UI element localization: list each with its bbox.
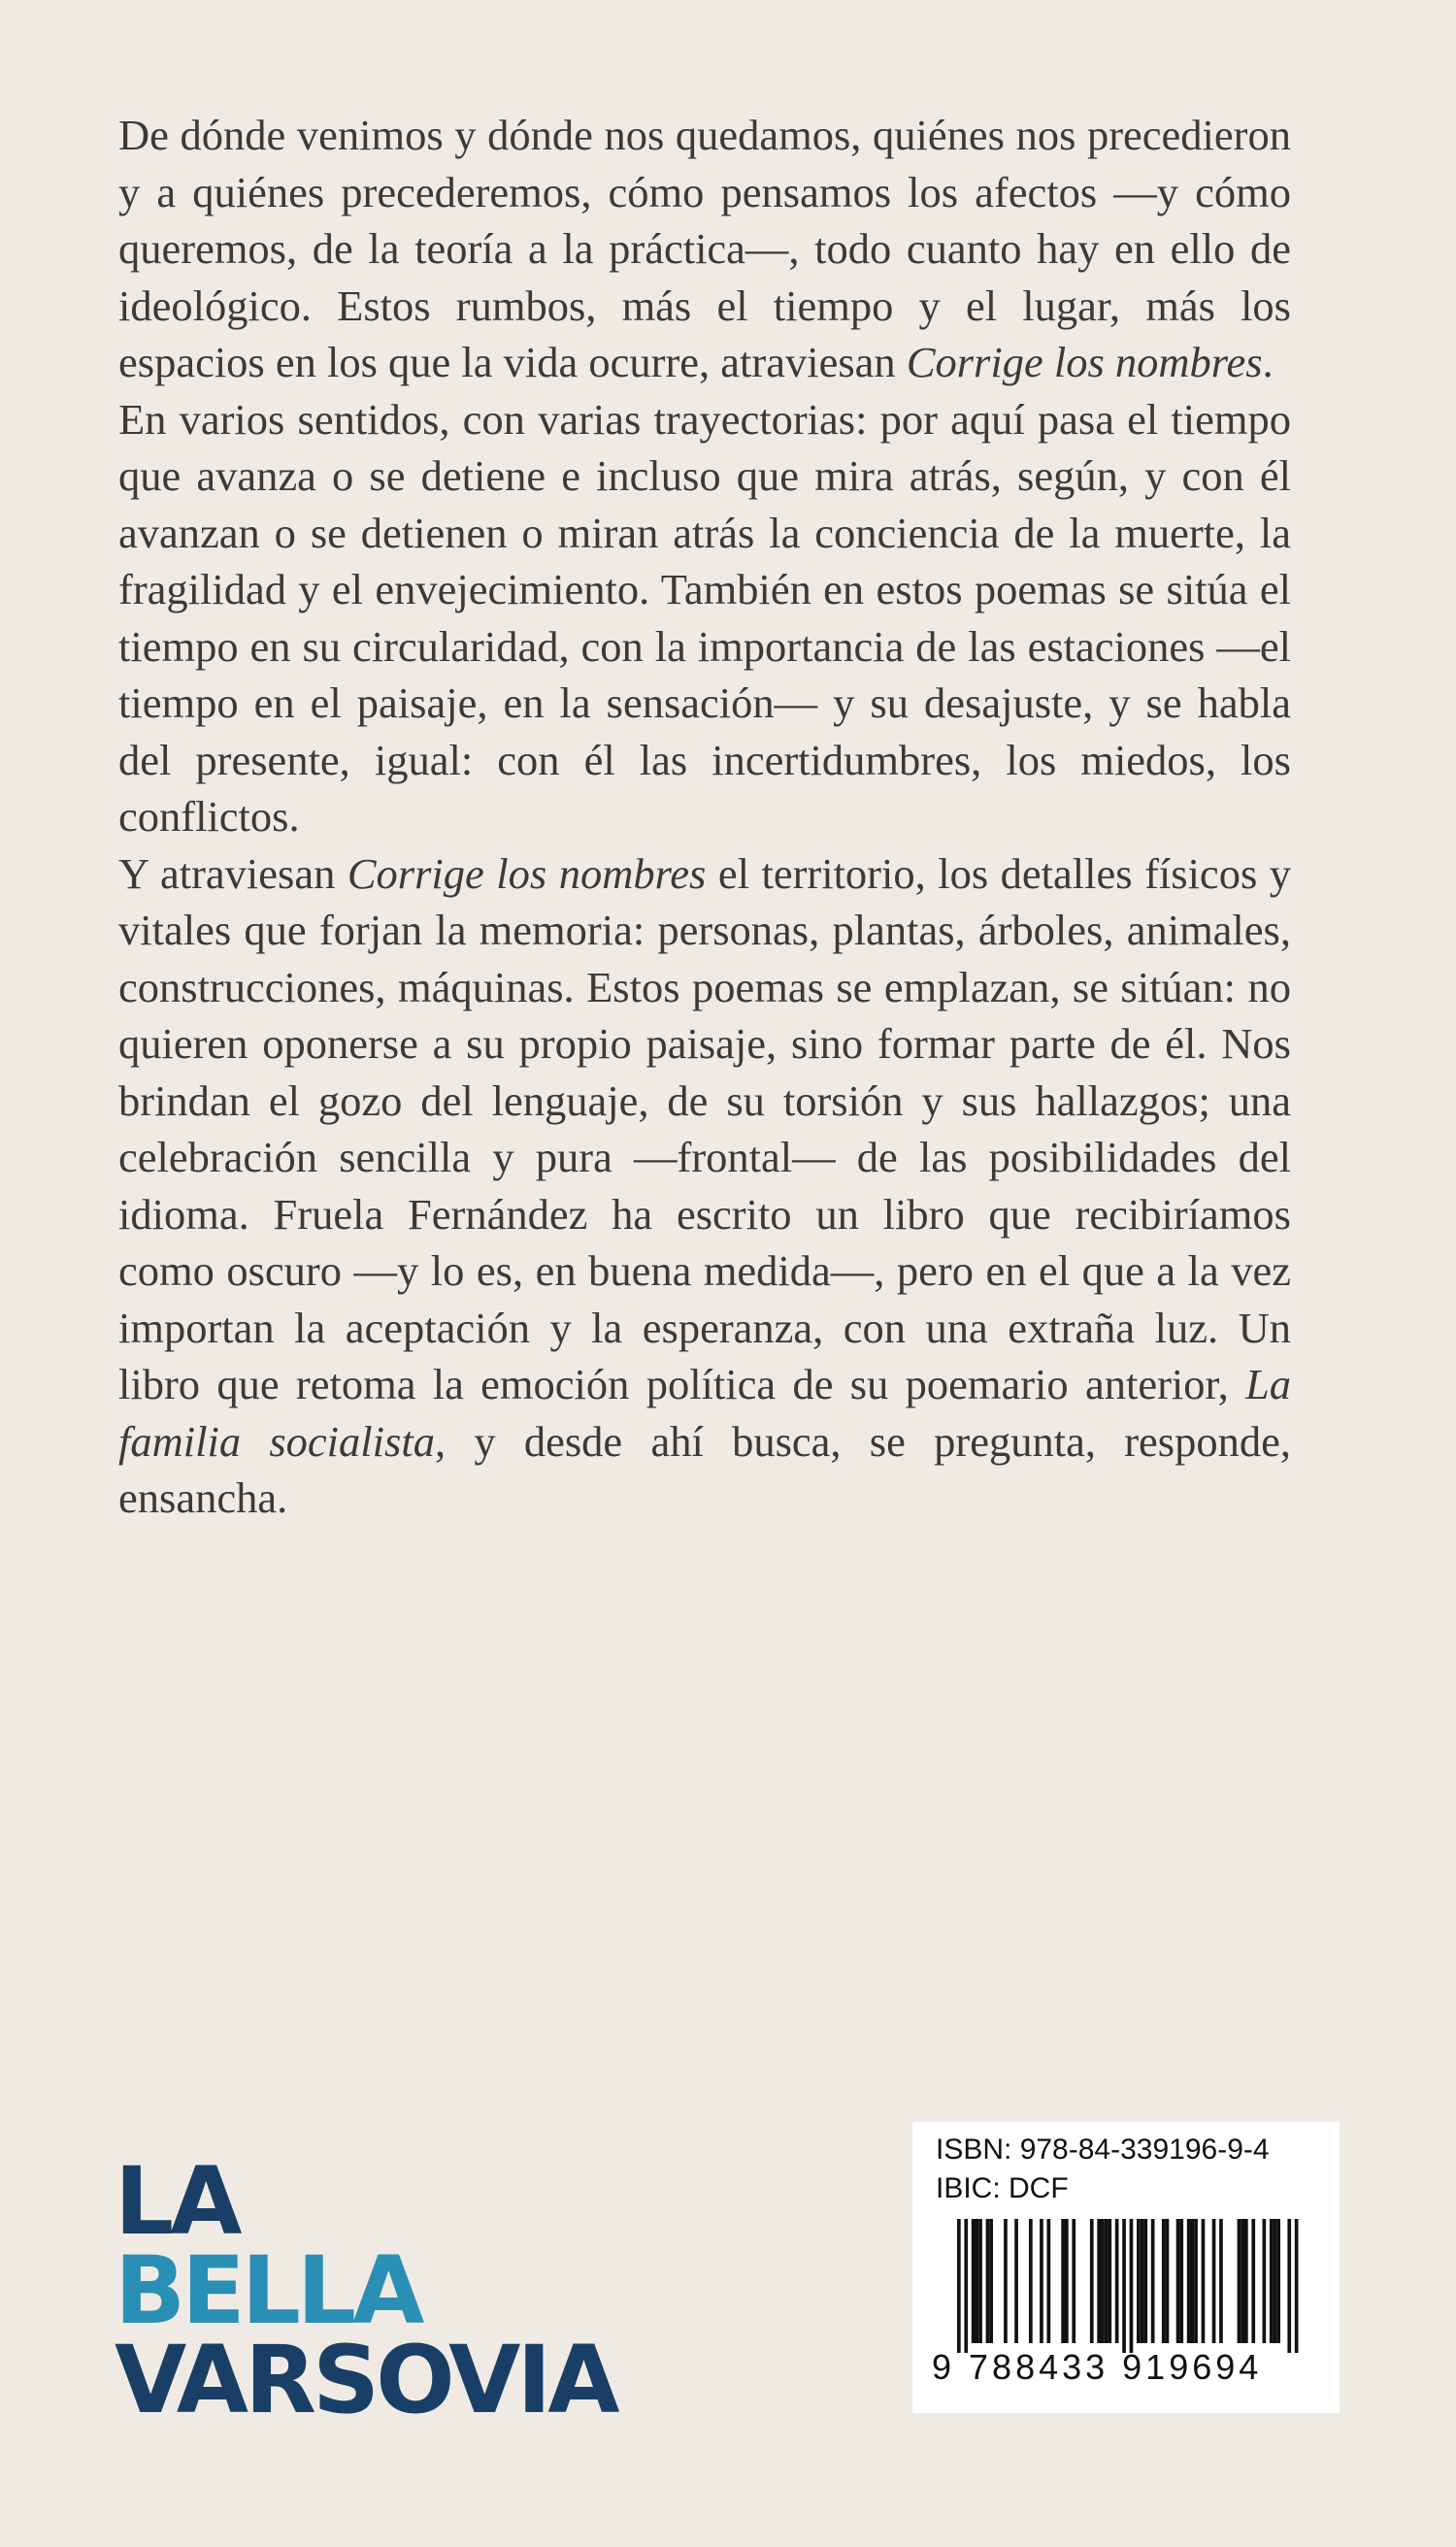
barcode-bar — [1179, 2219, 1183, 2343]
barcode-guard-bar — [957, 2219, 961, 2353]
barcode-bar — [976, 2219, 979, 2343]
blurb-text: De dónde venimos y dónde nos quedamos, quiénes nos precedieron y a quiénes precederemos, cómo pensamos los afectos —y cómo queremos, de la teoría a la práctica—, todo cuanto hay en ello de ideológico. Estos rumbos, más el tiempo y el lugar, más los espacios en los que la vida ocurre, atraviesan — [118, 111, 1291, 386]
publisher-logo-line-1: LA — [115, 2147, 239, 2256]
barcode-bar — [986, 2219, 990, 2343]
book-title-italic: Corrige los nombres — [347, 848, 707, 898]
publisher-logo — [115, 2147, 736, 2434]
barcode-bar — [1191, 2219, 1195, 2343]
ibic-label: IBIC: DCF — [936, 2172, 1069, 2204]
barcode-guard-bar — [1130, 2219, 1134, 2353]
barcode-guard-bar — [1295, 2219, 1299, 2353]
barcode-guard-bar — [1287, 2219, 1291, 2353]
barcode-bar — [1276, 2219, 1280, 2343]
barcode-bar — [1065, 2219, 1069, 2343]
book-title-italic: Corrige los nombres — [906, 338, 1263, 386]
publisher-logo-line-2: BELLA — [115, 2236, 421, 2345]
barcode-bar — [1238, 2219, 1241, 2343]
barcode-bar — [1194, 2219, 1198, 2343]
blurb-paragraph-1 — [118, 107, 1291, 391]
barcode-bar — [989, 2219, 993, 2343]
blurb-paragraph-3 — [118, 845, 1291, 1527]
barcode-bar — [1004, 2219, 1008, 2343]
barcode-bar — [1115, 2219, 1119, 2343]
barcode-bar — [1072, 2219, 1075, 2343]
barcode-panel — [912, 2122, 1340, 2413]
barcode-bar — [1141, 2219, 1144, 2343]
barcode-bar — [1108, 2219, 1111, 2343]
blurb-paragraph-2 — [118, 391, 1291, 845]
barcode-bar — [1101, 2219, 1105, 2343]
barcode-bar — [1105, 2219, 1109, 2343]
barcode-digits: 9 788433 919694 — [932, 2347, 1263, 2387]
barcode-guard-bar — [964, 2219, 968, 2353]
blurb-text: el territorio, los detalles físicos y vitales que forjan la memoria: personas, plantas, árboles, animales, construcciones, máquinas. Estos poemas se emplazan, se sitúan: no quieren oponerse a su propio paisaje, sino formar parte de él. Nos brindan el gozo del lenguaje, de su torsión y sus hallazgos; una celebración sencilla y pura —frontal— de las posibilidades del idioma. Fruela Fernández ha escrito un libro que recibiríamos como oscuro —y lo es, en buena medida—, pero en el que a la vez importan la aceptación y la esperanza, con una extraña luz. Un libro que retoma la emoción política de su poemario anterior, — [118, 848, 1292, 1408]
barcode-bar — [1090, 2219, 1094, 2343]
barcode-bar — [1176, 2219, 1180, 2343]
barcode-bar — [1014, 2219, 1018, 2343]
barcode-bar — [1137, 2219, 1141, 2343]
barcode-bar — [1263, 2219, 1267, 2343]
barcode-bar — [1151, 2219, 1155, 2343]
barcode-bar — [1162, 2219, 1166, 2343]
back-cover-blurb — [118, 107, 1291, 1527]
barcode-bar — [978, 2219, 982, 2343]
isbn-label: ISBN: 978-84-339196-9-4 — [936, 2134, 1270, 2166]
barcode-bar — [1202, 2219, 1206, 2343]
barcode-guard-bar — [1122, 2219, 1126, 2353]
barcode-bar — [972, 2219, 976, 2343]
barcode-bar — [1061, 2219, 1065, 2343]
barcode-bar — [1166, 2219, 1170, 2343]
barcode-bar — [1274, 2219, 1277, 2343]
blurb-text: , y desde ahí busca, se pregunta, responde, ensancha. — [118, 1416, 1291, 1522]
barcode-bar — [1212, 2219, 1216, 2343]
blurb-text: . — [1262, 338, 1274, 386]
barcode-bar — [1219, 2219, 1223, 2343]
barcode-bar — [1029, 2219, 1033, 2343]
barcode-bar — [1187, 2219, 1191, 2343]
barcode-bar — [1143, 2219, 1147, 2343]
publisher-logo-line-3: VARSOVIA — [115, 2326, 616, 2434]
blurb-text: En varios sentidos, con varias trayectorias: por aquí pasa el tiempo que avanza o se detiene e incluso que mira atrás, según, y con él avanzan o se detienen o miran atrás la conciencia de la muerte, la fragilidad y el envejecimiento. También en estos poemas se sitúa el tiempo en su circularidad, con la importancia de las estaciones —el tiempo en el paisaje, en la sensación— y su desajuste, y se habla del presente, igual: con él las incertidumbres, los miedos, los conflictos. — [118, 394, 1291, 841]
barcode-bar — [1241, 2219, 1244, 2343]
barcode-bar — [1047, 2219, 1051, 2343]
barcode-bar — [1244, 2219, 1248, 2343]
barcode-bar — [1270, 2219, 1274, 2343]
barcode-bar — [1251, 2219, 1255, 2343]
barcode-bar — [1097, 2219, 1101, 2343]
barcode-bar — [1040, 2219, 1043, 2343]
blurb-text: Y atraviesan — [118, 848, 347, 898]
barcode-graphic — [932, 2219, 1324, 2353]
previous-book-title-italic: La familia socialista — [118, 1360, 1291, 1466]
